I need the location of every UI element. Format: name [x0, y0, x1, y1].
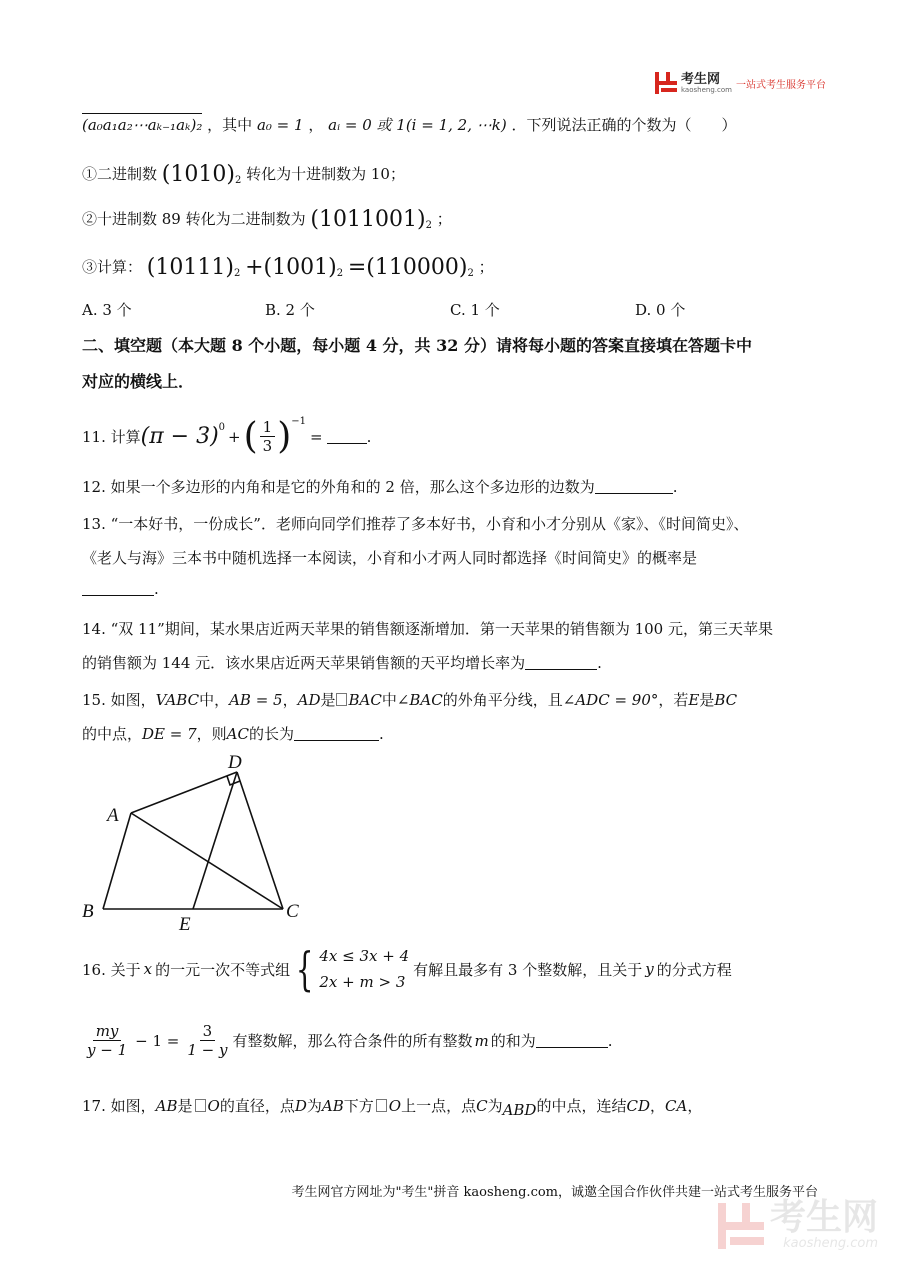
q11-exp-neg1: −1: [291, 416, 307, 427]
edge-ed: [193, 772, 237, 909]
q15-m: ，若: [658, 691, 689, 709]
q15-b: VABC: [155, 691, 200, 709]
logo-icon: [655, 72, 677, 94]
q13-line2: 《老人与海》三本书中随机选择一本阅读，小育和小才两人同时都选择《时间简史》的概率是: [82, 549, 698, 567]
q13-line1: 13. “一本好书，一份成长”．老师向同学们推荐了多本好书，小育和小才分别从《家》、《时间简史》、: [82, 515, 749, 533]
q10-statement-3: [82, 255, 494, 280]
triangle-figure: [75, 752, 315, 937]
q17-i: 下方: [343, 1097, 374, 1115]
q10-cond3: ，: [308, 116, 324, 134]
item2-tail: ；: [436, 210, 452, 228]
q16-f: 的和为: [490, 1032, 536, 1050]
watermark: [718, 1197, 879, 1251]
q16-mid: − 1 =: [135, 1031, 180, 1050]
q15-i: 中: [381, 691, 397, 709]
q15-p: BC: [714, 691, 738, 709]
q15-line2-c: ，则: [196, 725, 227, 743]
item1-num: (1010): [161, 162, 235, 187]
q16-frac2: [184, 1022, 230, 1059]
question-17: [82, 1095, 702, 1119]
item1-text: ①二进制数: [82, 165, 158, 183]
missing-glyph-box: [376, 1099, 387, 1112]
ineq-row1: 4x ≤ 3x + 4: [319, 947, 410, 965]
item3-b: +(1001): [245, 255, 337, 280]
q10-cond1: ，其中: [207, 116, 253, 134]
item1-tail: 转化为十进制数为 10；: [246, 165, 405, 183]
q15-f: AD: [297, 691, 321, 709]
q12-text: 12. 如果一个多边形的内角和是它的外角和的 2 倍，那么这个多边形的边数为: [82, 478, 595, 496]
ineq-row2: 2x + m > 3: [319, 973, 406, 991]
q10-option-c: C. 1 个: [450, 301, 500, 319]
item2-base: 2: [425, 220, 432, 231]
q17-g: 为: [306, 1097, 322, 1115]
q17-n: ABD: [502, 1101, 537, 1119]
missing-glyph-box: [195, 1099, 206, 1112]
q10-option-b: B. 2 个: [265, 301, 315, 319]
item3-c: =(110000): [347, 255, 468, 280]
q15-l: ∠ADC = 90°: [562, 691, 659, 709]
item3-base-b: 2: [336, 268, 344, 279]
q17-d: O: [207, 1097, 220, 1115]
q15-line2-a: 的中点，: [82, 725, 143, 743]
label-d: D: [228, 752, 242, 773]
q10-cond5: ．下列说法正确的个数为（ ）: [511, 116, 737, 134]
q10-statement-1: [82, 162, 405, 187]
edge-dc: [237, 772, 283, 909]
question-11: 11. 计算 (π − 3) 0 + ( $\frac{1}{3}$ ) −1 = .: [82, 415, 372, 457]
q16-line1: [82, 943, 732, 995]
q16-d: 的分式方程: [656, 960, 732, 979]
label-e: E: [179, 914, 191, 935]
q17-b: AB: [155, 1097, 178, 1115]
q17-r: CA: [665, 1097, 688, 1115]
q14-line2: [82, 652, 602, 673]
q16-f1-num: my: [93, 1022, 122, 1041]
q16-answer-blank[interactable]: [536, 1033, 608, 1048]
q11-expr: (π − 3): [140, 424, 219, 449]
watermark-logo-icon: [718, 1203, 764, 1249]
section2-heading-line2: 对应的横线上．: [82, 372, 195, 391]
q11-answer-blank[interactable]: [327, 429, 367, 444]
q15-line1: [82, 689, 737, 710]
q10-option-a: A. 3 个: [82, 301, 132, 319]
logo-name: 考生网: [681, 71, 721, 87]
q16-line2: [82, 1022, 613, 1059]
q11-num: 1: [260, 418, 276, 437]
q13-line3: [82, 580, 159, 598]
q16-c: 有解且最多有 3 个整数解，且关于: [413, 960, 643, 979]
watermark-name: 考生网: [770, 1197, 879, 1238]
q10-option-d: D. 0 个: [635, 301, 686, 319]
item1-base: 2: [234, 175, 242, 186]
q15-c: 中，: [199, 691, 230, 709]
q10-definition: [82, 114, 736, 135]
footer-text: 考生网官方网址为"考生"拼音 kaosheng.com，诚邀全国合作伙伴共建一站式考生服务平台: [291, 1185, 818, 1200]
q11-end: .: [366, 427, 372, 446]
q11-prefix: 11. 计算: [82, 428, 141, 446]
q16-end: .: [607, 1031, 613, 1050]
q15-line2: [82, 723, 384, 744]
q16-frac1: [84, 1022, 130, 1059]
item3-base-c: 2: [467, 268, 474, 279]
q15-line2-b: DE = 7: [142, 725, 197, 743]
edge-ba: [103, 813, 131, 909]
q15-line2-d: AC: [226, 725, 249, 743]
q15-g: 是: [320, 691, 336, 709]
q11-eq: =: [310, 427, 323, 446]
item3-text: ③计算：: [82, 258, 143, 276]
logo-slogan: 一站式考生服务平台: [735, 79, 826, 91]
q12-end: .: [672, 478, 678, 496]
q10-statement-2: [82, 207, 452, 232]
q16-f2-den: 1 − y: [187, 1041, 228, 1059]
q13-end: .: [154, 580, 159, 598]
q17-h: AB: [321, 1097, 344, 1115]
watermark-url: kaosheng.com: [783, 1236, 879, 1251]
q14-end: .: [597, 654, 602, 672]
q10-cond2: a₀ = 1: [256, 116, 304, 134]
q11-plus: +: [228, 427, 241, 446]
q17-q: ，: [650, 1097, 666, 1115]
q15-n: E: [688, 691, 700, 709]
header-logo: [655, 72, 826, 94]
q12-answer-blank[interactable]: [595, 479, 673, 494]
item3-tail: ；: [478, 258, 494, 276]
item3-a: (10111): [146, 255, 234, 280]
binary-notation: (a₀a₁a₂⋯aₖ₋₁aₖ)₂: [82, 113, 202, 134]
q17-a: 17. 如图，: [82, 1097, 156, 1115]
q14-line2-text: 的销售额为 144 元．该水果店近两天苹果销售额的天平均增长率为: [82, 654, 526, 672]
q17-j: O: [388, 1097, 402, 1115]
q16-y: y: [645, 960, 654, 978]
q13-answer-blank[interactable]: [82, 581, 154, 596]
q14-answer-blank[interactable]: [525, 655, 597, 670]
item2-text: ②十进制数 89 转化为二进制数为: [82, 210, 306, 228]
q17-p: CD: [626, 1097, 650, 1115]
q16-a: 16. 关于: [82, 960, 141, 979]
missing-glyph-box: [336, 693, 347, 706]
q16-e: 有整数解，那么符合条件的所有整数: [232, 1032, 473, 1050]
logo-url: kaosheng.com: [681, 85, 732, 94]
q16-f1-den: y − 1: [87, 1041, 128, 1059]
item2-num: (1011001): [310, 207, 426, 232]
q16-m: m: [474, 1031, 489, 1050]
q15-end: .: [378, 725, 384, 743]
edge-ac: [131, 813, 283, 909]
q17-o: 的中点，连结: [536, 1097, 627, 1115]
q17-m: 为: [487, 1097, 503, 1115]
q11-exp0: 0: [218, 422, 226, 433]
q15-line2-e: 的长为: [248, 725, 294, 743]
question-12: [82, 476, 678, 497]
label-a: A: [107, 805, 119, 826]
q11-den: 3: [262, 437, 273, 455]
edge-ad: [131, 772, 237, 813]
inequality-system: { 4x ≤ 3x + 4 2x + m > 3: [295, 942, 410, 996]
q15-h: BAC: [348, 691, 382, 709]
q10-cond4: aᵢ = 0 或 1(i = 1, 2, ⋯k): [328, 116, 507, 134]
q17-e: 的直径，点: [219, 1097, 295, 1115]
q15-j: ∠BAC: [396, 691, 443, 709]
q15-answer-blank[interactable]: [294, 726, 379, 741]
item3-base-a: 2: [233, 268, 241, 279]
q16-b: 的一元一次不等式组: [155, 960, 291, 979]
q16-x: x: [143, 960, 153, 978]
q15-k: 的外角平分线，且: [442, 691, 563, 709]
q17-l: C: [476, 1097, 488, 1115]
q15-o: 是: [699, 691, 715, 709]
q15-e: ，: [282, 691, 298, 709]
q16-f2-num: 3: [200, 1022, 216, 1041]
section2-heading-line1: 二、填空题（本大题 8 个小题，每小题 4 分，共 32 分）请将每小题的答案直接填在答题卡中: [82, 336, 752, 355]
label-b: B: [82, 901, 94, 922]
q17-k: 上一点，点: [401, 1097, 477, 1115]
q14-line1: 14. “双 11”期间，某水果店近两天苹果的销售额逐渐增加．第一天苹果的销售额为 100 元，第三天苹果: [82, 620, 773, 638]
q15-d: AB = 5: [229, 691, 283, 709]
q17-s: ，: [687, 1097, 703, 1115]
label-c: C: [286, 901, 299, 922]
q17-c: 是: [177, 1097, 193, 1115]
q15-a: 15. 如图，: [82, 691, 156, 709]
q11-fraction: [260, 418, 276, 455]
q17-f: D: [294, 1097, 307, 1115]
